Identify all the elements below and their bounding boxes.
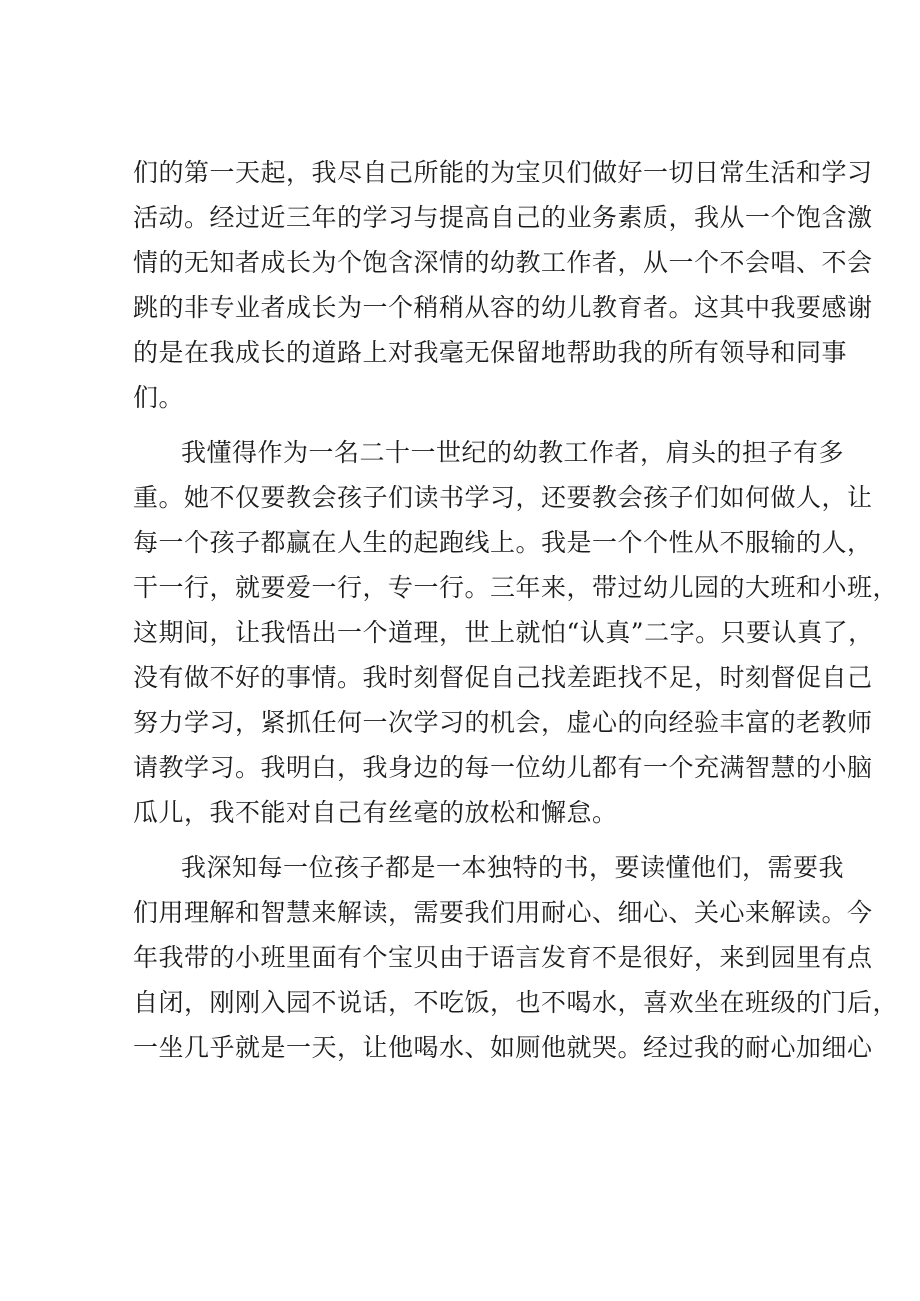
- text-line: 努力学习，紧抓任何一次学习的机会，虚心的向经验丰富的老教师: [133, 708, 873, 737]
- text-line: 每一个孩子都赢在人生的起跑线上。我是一个个性从不服输的人，: [133, 528, 873, 557]
- text-line: 们的第一天起，我尽自己所能的为宝贝们做好一切日常生活和学习: [133, 158, 873, 187]
- text-line: 情的无知者成长为个饱含深情的幼教工作者，从一个不会唱、不会: [133, 248, 873, 277]
- document-body: [133, 150, 899, 1070]
- text-line: 请教学习。我明白，我身边的每一位幼儿都有一个充满智慧的小脑: [133, 753, 873, 782]
- text-line: 这期间，让我悟出一个道理，世上就怕“认真”二字。只要认真了，: [133, 618, 874, 647]
- paragraph-3: [133, 845, 899, 1070]
- text-line: 干一行，就要爱一行，专一行。三年来，带过幼儿园的大班和小班，: [133, 573, 899, 602]
- text-line: 们。: [133, 383, 185, 412]
- paragraph-gap: [133, 835, 803, 845]
- text-line: 的是在我成长的道路上对我毫无保留地帮助我的所有领导和同事: [133, 338, 848, 367]
- text-line: 我懂得作为一名二十一世纪的幼教工作者，肩头的担子有多: [181, 438, 845, 467]
- text-line: 我深知每一位孩子都是一本独特的书，要读懂他们，需要我: [181, 853, 845, 882]
- text-line: 重。她不仅要教会孩子们读书学习，还要教会孩子们如何做人，让: [133, 483, 873, 512]
- text-line: 瓜儿，我不能对自己有丝毫的放松和懈怠。: [133, 798, 618, 827]
- paragraph-gap: [133, 420, 803, 430]
- text-line: 没有做不好的事情。我时刻督促自己找差距找不足，时刻督促自己: [133, 663, 873, 692]
- text-line: 活动。经过近三年的学习与提高自己的业务素质，我从一个饱含激: [133, 203, 873, 232]
- text-line: 年我带的小班里面有个宝贝由于语言发育不是很好，来到园里有点: [133, 943, 873, 972]
- text-line: 一坐几乎就是一天，让他喝水、如厕他就哭。经过我的耐心加细心: [133, 1033, 873, 1062]
- paragraph-1: [133, 150, 873, 420]
- text-line: 自闭，刚刚入园不说话，不吃饭，也不喝水，喜欢坐在班级的门后，: [133, 988, 899, 1017]
- text-line: 们用理解和智慧来解读，需要我们用耐心、细心、关心来解读。今: [133, 898, 873, 927]
- paragraph-2: [133, 430, 899, 835]
- text-line: 跳的非专业者成长为一个稍稍从容的幼儿教育者。这其中我要感谢: [133, 293, 873, 322]
